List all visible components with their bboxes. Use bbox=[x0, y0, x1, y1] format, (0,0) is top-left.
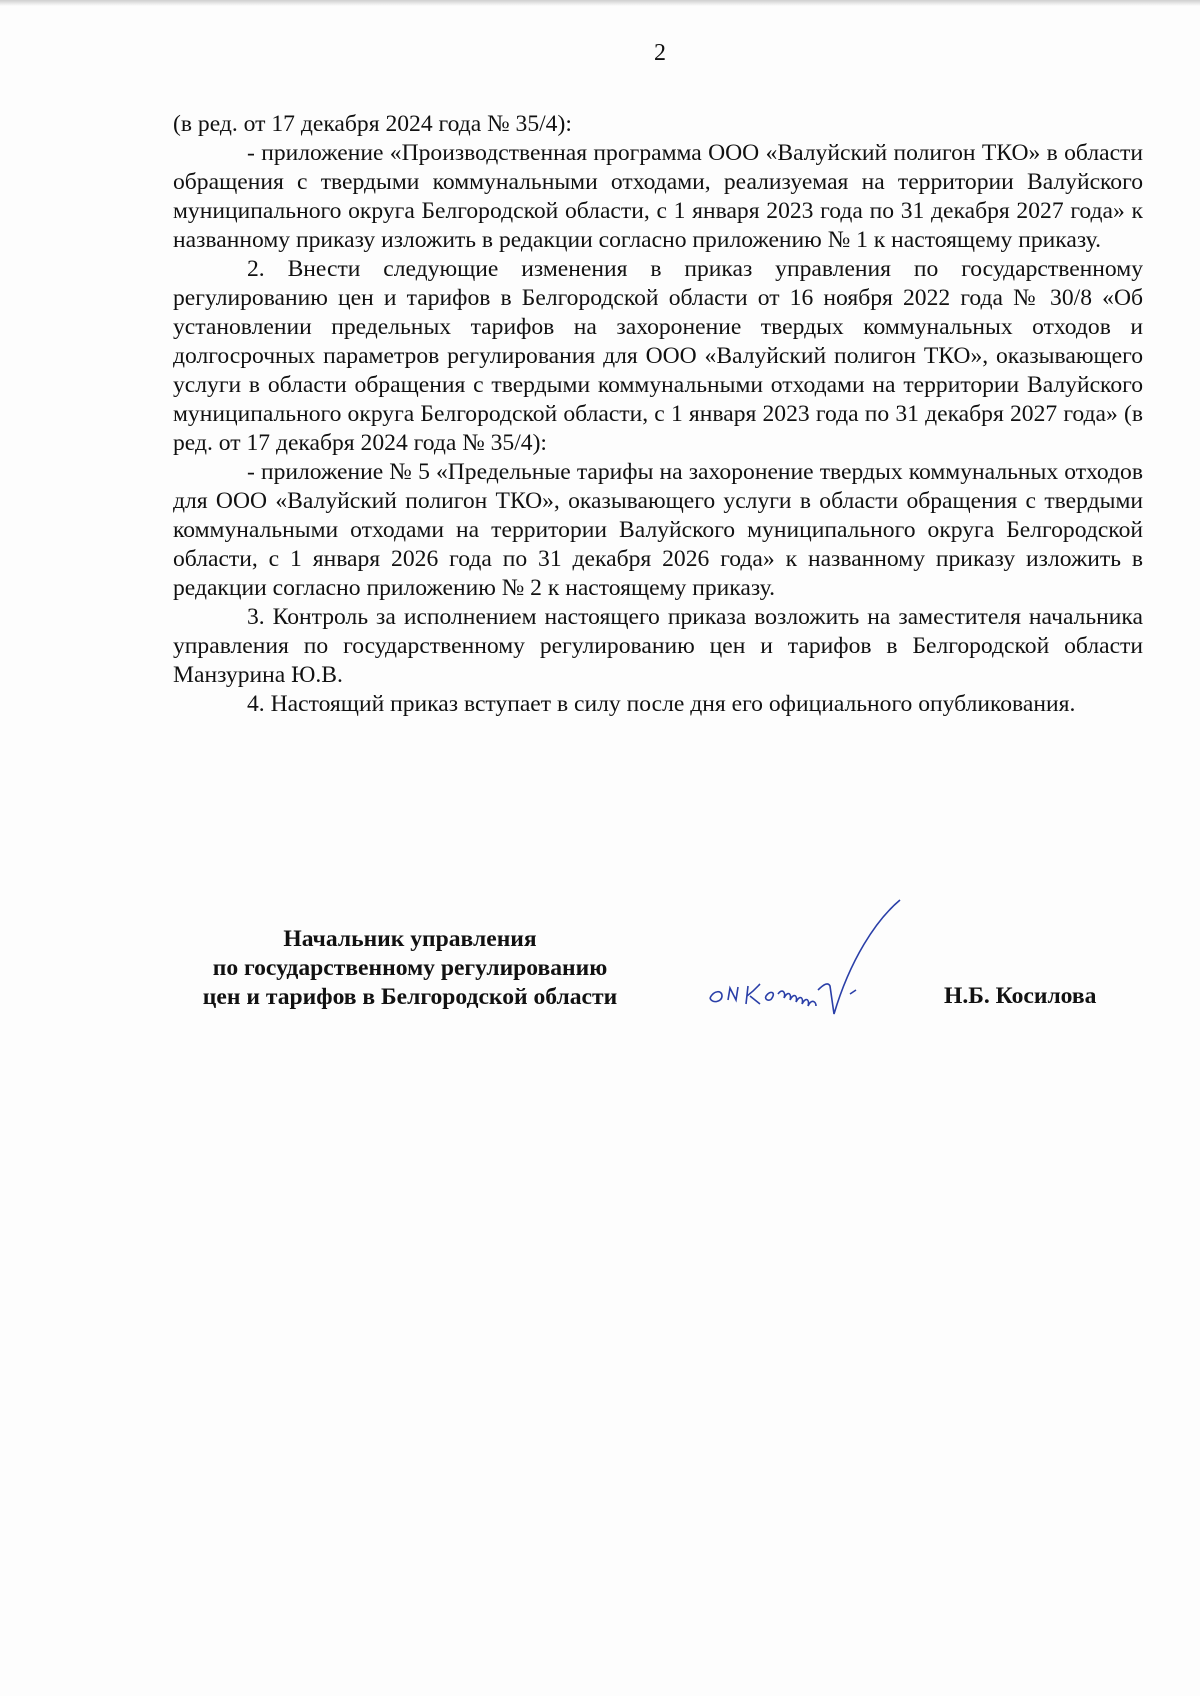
page-number: 2 bbox=[654, 40, 666, 66]
signer-position bbox=[170, 925, 650, 1012]
handwritten-signature bbox=[700, 890, 940, 1030]
document-body bbox=[173, 110, 1143, 719]
paragraph-appendix-1: - приложение «Производственная программа ООО «Валуйский полигон ТКО» в области обращения с твердыми коммунальными отходами, реализуемая на территории Валуйского муниципального округа Белгородской области, с 1 января 2023 года по 31 декабря 2027 года» к названному приказу изложить в редакции согласно приложению № 1 к настоящему приказу. bbox=[173, 140, 1143, 253]
scan-top-edge bbox=[0, 0, 1200, 6]
signer-position-line: по государственному регулированию bbox=[212, 955, 608, 981]
signer-name: Н.Б. Косилова bbox=[944, 983, 1097, 1009]
signer-position-line: Начальник управления bbox=[283, 926, 537, 952]
signer-position-line: цен и тарифов в Белгородской области bbox=[202, 984, 618, 1010]
paragraph-item-3: 3. Контроль за исполнением настоящего приказа возложить на заместителя начальника управления по государственному регулированию цен и тарифов в Белгородской области Манзурина Ю.В. bbox=[173, 604, 1143, 688]
paragraph-appendix-5: - приложение № 5 «Предельные тарифы на захоронение твердых коммунальных отходов для ООО «Валуйский полигон ТКО», оказывающего услуги в области обращения с твердыми коммунальными отходами на территории Валуйского муниципального округа Белгородской области, с 1 января 2026 года по 31 декабря 2026 года» к названному приказу изложить в редакции согласно приложению № 2 к настоящему приказу. bbox=[173, 459, 1143, 601]
paragraph-edition-reference: (в ред. от 17 декабря 2024 года № 35/4): bbox=[173, 111, 572, 137]
paragraph-item-2: 2. Внести следующие изменения в приказ управления по государственному регулированию цен и тарифов в Белгородской области от 16 ноября 2022 года № 30/8 «Об установлении предельных тарифов на захоронение твердых коммунальных отходов и долгосрочных параметров регулирования для ООО «Валуйский полигон ТКО», оказывающего услуги в области обращения с твердыми коммунальными отходами на территории Валуйского муниципального округа Белгородской области, с 1 января 2023 года по 31 декабря 2027 года» (в ред. от 17 декабря 2024 года № 35/4): bbox=[173, 256, 1143, 456]
paragraph-item-4: 4. Настоящий приказ вступает в силу после дня его официального опубликования. bbox=[247, 691, 1076, 717]
